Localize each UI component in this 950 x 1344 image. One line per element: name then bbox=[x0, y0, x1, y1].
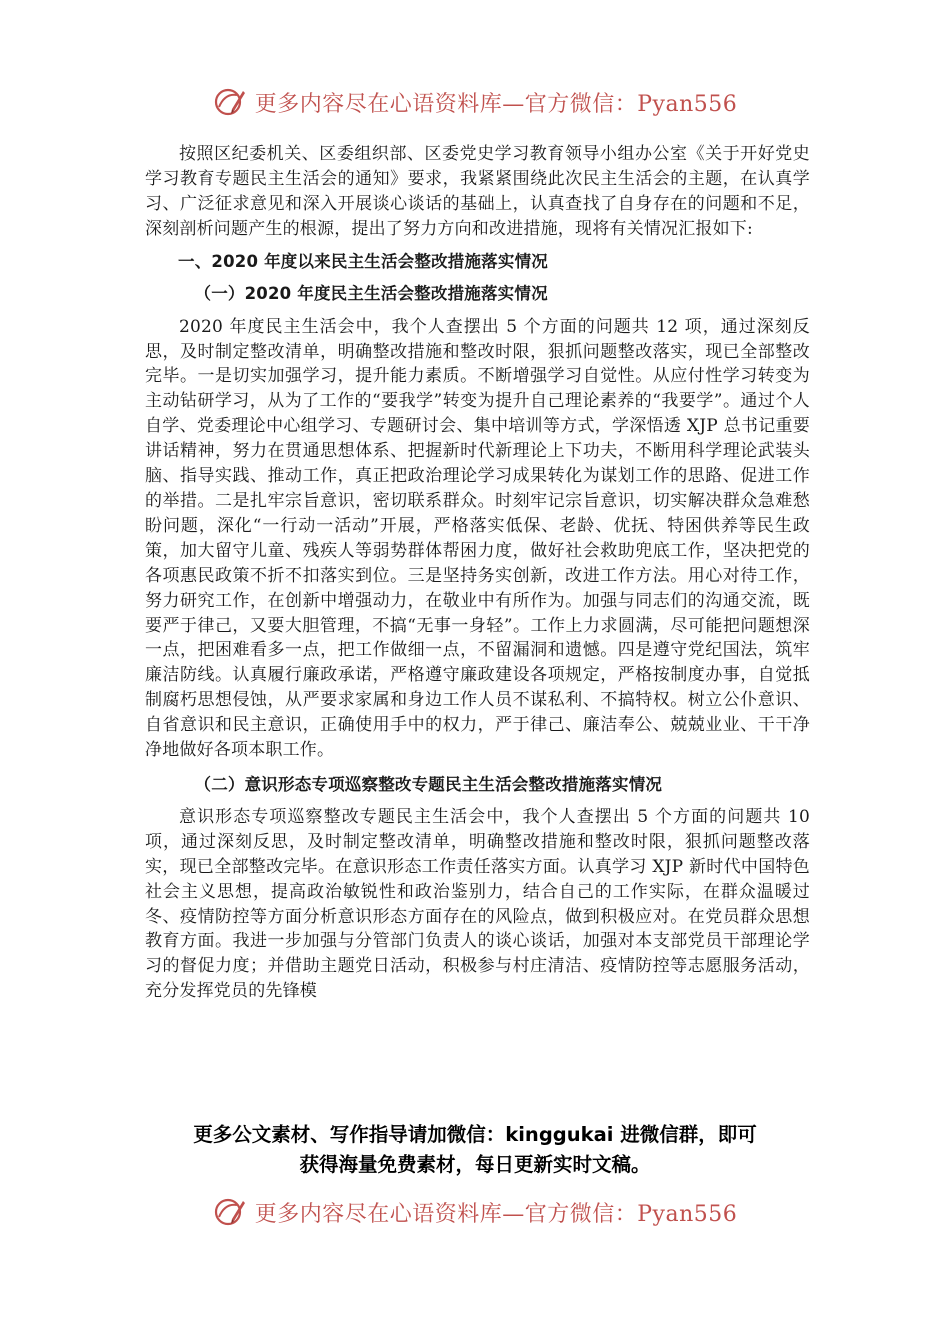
pen-logo-icon bbox=[213, 1195, 247, 1229]
document-body bbox=[145, 142, 810, 1004]
subsection-body-2: 意识形态专项巡察整改专题民主生活会中，我个人查摆出 5 个方面的问题共 10 项，通过深刻反思，及时制定整改清单，明确整改措施和整改时限，狠抓问题整改落实，现已全部整改完毕。在意识形态工作责任落实方面。认真学习 XJP 新时代中国特色社会主义思想，提高政治敏锐性和政治鉴别力，结合自己的工作实际，在群众温暖过冬、疫情防控等方面分析意识形态方面存在的风险点，做到积极应对。在党员群众思想教育方面。我进一步加强与分管部门负责人的谈心谈话，加强对本支部党员干部理论学习的督促力度；并借助主题党日活动，积极参与村庄清洁、疫情防控等志愿服务活动，充分发挥党员的先锋模 bbox=[145, 806, 810, 1002]
footer-promo-line-2: 获得海量免费素材，每日更新实时文稿。 bbox=[299, 1153, 651, 1176]
pen-logo-icon bbox=[213, 85, 247, 119]
subsection-body-1: 2020 年度民主生活会中，我个人查摆出 5 个方面的问题共 12 项，通过深刻反思，及时制定整改清单，明确整改措施和整改时限，狠抓问题整改落实，现已全部整改完毕。一是切实加强学习，提升能力素质。不断增强学习自觉性。从应付性学习转变为主动钻研学习，从为了工作的“要我学”转变为提升自己理论素养的“我要学”。通过个人自学、党委理论中心组学习、专题研讨会、集中培训等方式，学深悟透 XJP 总书记重要讲话精神，努力在贯通思想体系、把握新时代新理论上下功夫，不断用科学理论武装头脑、指导实践、推动工作，真正把政治理论学习成果转化为谋划工作的思路、促进工作的举措。二是扎牢宗旨意识，密切联系群众。时刻牢记宗旨意识，切实解决群众急难愁盼问题，深化“一行动一活动”开展，严格落实低保、老龄、优抚、特困供养等民生政策，加大留守儿童、残疾人等弱势群体帮困力度，做好社会救助兜底工作，坚决把党的各项惠民政策不折不扣落实到位。三是坚持务实创新，改进工作方法。用心对待工作，努力研究工作，在创新中增强动力，在敬业中有所作为。加强与同志们的沟通交流，既要严于律己，又要大胆管理，不搞“无事一身轻”。工作上力求圆满，尽可能把问题想深一点，把困难看多一点，把工作做细一点，不留漏洞和遗憾。四是遵守党纪国法，筑牢廉洁防线。认真履行廉政承诺，严格遵守廉政建设各项规定，严格按制度办事，自觉抵制腐朽思想侵蚀，从严要求家属和身边工作人员不谋私利、不搞特权。树立公仆意识、自省意识和民主意识，正确使用手中的权力，严于律己、廉洁奉公、兢兢业业、干干净净地做好各项本职工作。 bbox=[145, 316, 810, 761]
banner-text: 更多内容尽在心语资料库—官方微信：Pyan556 bbox=[254, 91, 738, 117]
subsection-heading-2: （二）意识形态专项巡察整改专题民主生活会整改措施落实情况 bbox=[194, 774, 663, 794]
footer-banner bbox=[0, 1192, 950, 1232]
footer-promo-line-1: 更多公文素材、写作指导请加微信：kinggukai 进微信群，即可 bbox=[193, 1123, 757, 1146]
intro-paragraph: 按照区纪委机关、区委组织部、区委党史学习教育领导小组办公室《关于开好党史学习教育专题民主生活会的通知》要求，我紧紧围绕此次民主生活会的主题，在认真学习、广泛征求意见和深入开展谈心谈话的基础上，认真查找了自身存在的问题和不足，深刻剖析问题产生的根源，提出了努力方向和改进措施，现将有关情况汇报如下: bbox=[145, 144, 810, 239]
footer-promo bbox=[0, 1120, 950, 1180]
subsection-heading-1: （一）2020 年度民主生活会整改措施落实情况 bbox=[194, 283, 548, 303]
section-heading: 一、2020 年度以来民主生活会整改措施落实情况 bbox=[178, 251, 548, 271]
header-banner bbox=[0, 82, 950, 122]
banner-text: 更多内容尽在心语资料库—官方微信：Pyan556 bbox=[254, 1201, 738, 1227]
